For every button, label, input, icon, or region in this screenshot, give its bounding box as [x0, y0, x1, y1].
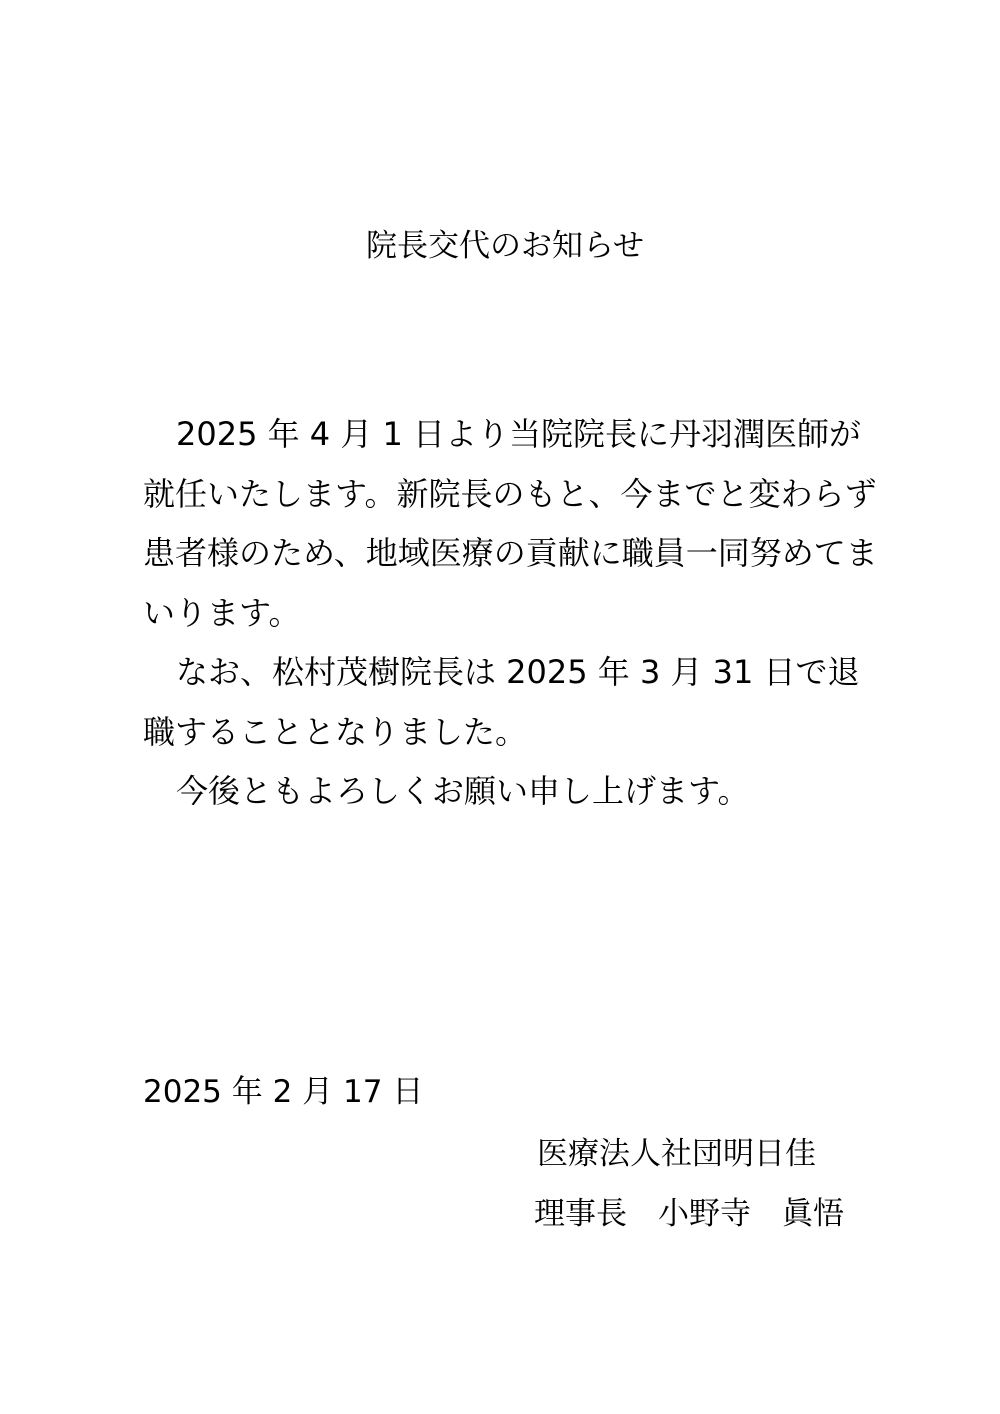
notice-title: 院長交代のお知らせ: [365, 228, 645, 264]
paragraph-appointment: 2025 年 4 月 1 日より当院院長に丹羽潤医師が就任いたします。新院長のもと、今までと変わらず患者様のため、地域医療の貢献に職員一同努めてまいります。: [143, 415, 878, 632]
paragraph-retirement: なお、松村茂樹院長は 2025 年 3 月 31 日で退職することとなりました。: [143, 653, 860, 751]
notice-body: [143, 405, 883, 822]
signer-name: 理事長 小野寺 眞悟: [534, 1196, 844, 1232]
issue-date: 2025 年 2 月 17 日: [143, 1074, 424, 1110]
paragraph-closing: 今後ともよろしくお願い申し上げます。: [176, 772, 750, 810]
organization-name: 医療法人社団明日佳: [537, 1136, 816, 1172]
